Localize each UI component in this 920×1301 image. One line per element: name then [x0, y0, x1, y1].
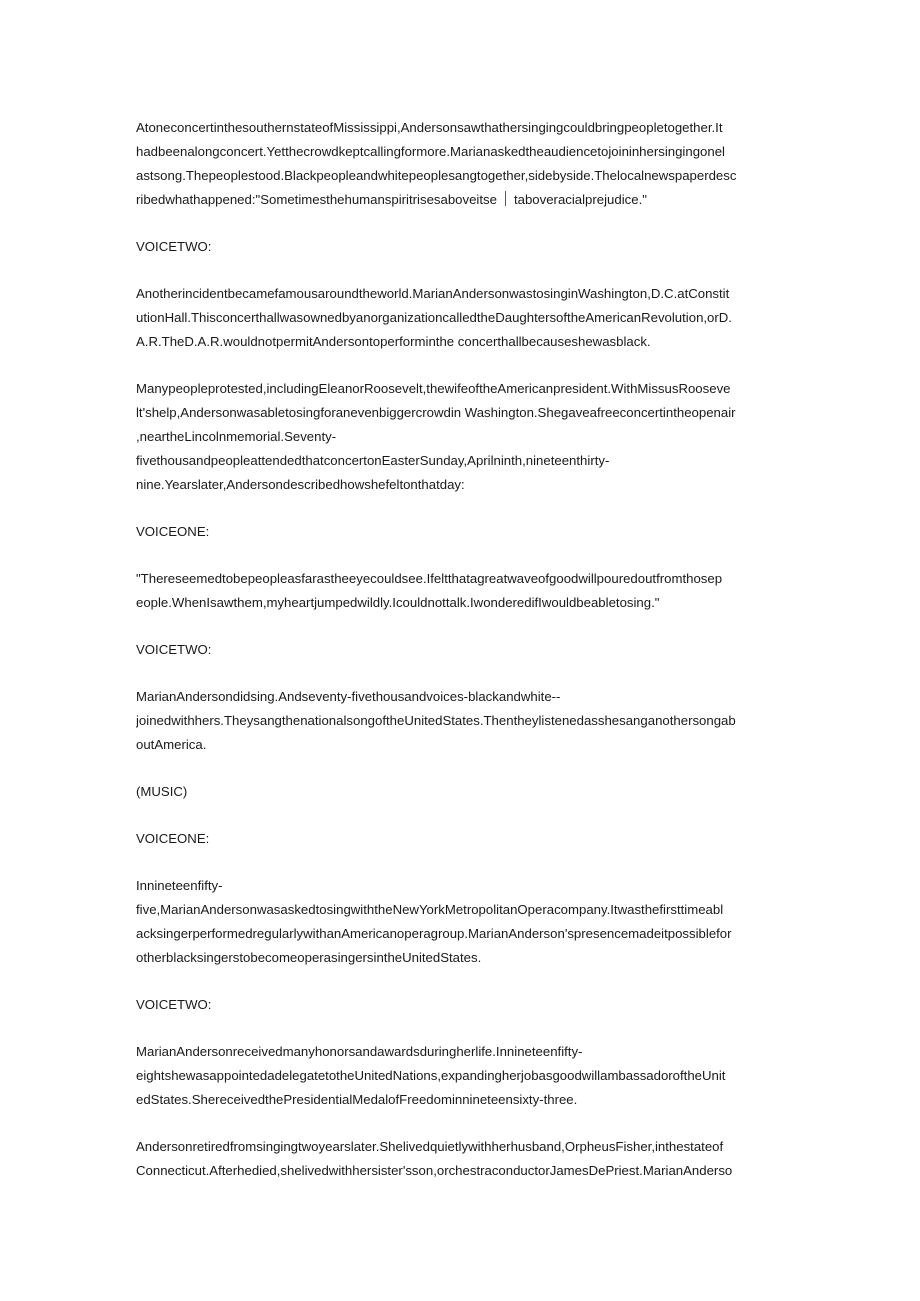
text-segment: ribedwhathappened:"Sometimesthehumanspiritrisesaboveitse	[136, 192, 497, 207]
paragraph-anderson-sang	[136, 685, 786, 757]
speaker-label-text: VOICEONE:	[136, 524, 210, 539]
text-line: MarianAndersonreceivedmanyhonorsandawardsduringherlife.Innineteenfifty-	[136, 1044, 583, 1059]
speaker-label-text: VOICETWO:	[136, 997, 212, 1012]
text-line: astsong.Thepeoplestood.Blackpeopleandwhitepeoplesangtogether,sidebyside.Thelocalnewspaperdesc	[136, 168, 737, 183]
text-line: AtoneconcertinthesouthernstateofMississippi,Andersonsawthathersingingcouldbringpeopletogether.It	[136, 120, 723, 135]
paragraph-metropolitan-opera	[136, 874, 786, 970]
speaker-label-text: VOICETWO:	[136, 642, 212, 657]
text-line: lt'shelp,Andersonwasabletosingforanevenbiggercrowdin Washington.Shegaveafreeconcertintheopenair	[136, 405, 736, 420]
speaker-label	[136, 993, 786, 1017]
speaker-label	[136, 827, 786, 851]
speaker-label	[136, 235, 786, 259]
paragraph-quote	[136, 567, 786, 615]
text-line: "Thereseemedtobepeopleasfarastheeyecouldsee.Ifeltthatagreatwaveofgoodwillpouredoutfromthosep	[136, 571, 723, 586]
paragraph-protests	[136, 377, 786, 497]
text-line: acksingerperformedregularlywithanAmericanoperagroup.MarianAnderson'spresencemadeitpossiblefor	[136, 926, 732, 941]
text-line: ,neartheLincolnmemorial.Seventy-	[136, 429, 337, 444]
text-line: outAmerica.	[136, 737, 207, 752]
text-line: eople.WhenIsawthem,myheartjumpedwildly.Icouldnottalk.IwonderedifIwouldbeabletosing."	[136, 595, 660, 610]
text-segment: taboveracialprejudice."	[513, 192, 647, 207]
text-line: Andersonretiredfromsingingtwoyearslater.Shelivedquietlywithherhusband,OrpheusFisher,inthestateof	[136, 1139, 724, 1154]
text-line: five,MarianAndersonwasaskedtosingwiththeNewYorkMetropolitanOperacompany.Itwasthefirsttimeabl	[136, 902, 724, 917]
text-line: Connecticut.Afterhedied,shelivedwithhersister'sson,orchestraconductorJamesDePriest.MarianAnderso	[136, 1163, 733, 1178]
text-line: edStates.ShereceivedthePresidentialMedalofFreedominnineteensixty-three.	[136, 1092, 578, 1107]
text-line: otherblacksingerstobecomeoperasingersintheUnitedStates.	[136, 950, 482, 965]
music-cue-text: (MUSIC)	[136, 784, 188, 799]
speaker-label-text: VOICEONE:	[136, 831, 210, 846]
speaker-label	[136, 638, 786, 662]
text-line: utionHall.ThisconcerthallwasownedbyanorganizationcalledtheDaughtersoftheAmericanRevolution,orD.	[136, 310, 732, 325]
text-line-with-cursor	[136, 188, 786, 212]
paragraph-constitution-hall	[136, 282, 786, 354]
text-line: fivethousandpeopleattendedthatconcertonEasterSunday,Aprilninth,nineteenthirty-	[136, 453, 610, 468]
speaker-label	[136, 520, 786, 544]
text-line: eightshewasappointedadelegatetotheUnitedNations,expandingherjobasgoodwillambassadoroftheUnit	[136, 1068, 726, 1083]
text-line: Manypeopleprotested,includingEleanorRoosevelt,thewifeoftheAmericanpresident.WithMissusRooseve	[136, 381, 731, 396]
paragraph-retirement	[136, 1135, 786, 1183]
paragraph-mississippi-concert	[136, 116, 786, 212]
text-line: MarianAndersondidsing.Andseventy-fivethousandvoices-blackandwhite--	[136, 689, 561, 704]
document-body	[136, 116, 786, 1206]
paragraph-honors	[136, 1040, 786, 1112]
speaker-label-text: VOICETWO:	[136, 239, 212, 254]
text-line: Anotherincidentbecamefamousaroundtheworld.MarianAndersonwastosinginWashington,D.C.atConstit	[136, 286, 730, 301]
text-line: Innineteenfifty-	[136, 878, 223, 893]
text-line: joinedwithhers.TheysangthenationalsongoftheUnitedStates.Thentheylistenedasshesanganothersongab	[136, 713, 736, 728]
text-cursor	[505, 191, 506, 206]
text-line: A.R.TheD.A.R.wouldnotpermitAndersontoperforminthe concerthallbecauseshewasblack.	[136, 334, 651, 349]
music-cue	[136, 780, 786, 804]
text-line: nine.Yearslater,Andersondescribedhowshefeltonthatday:	[136, 477, 465, 492]
text-line: hadbeenalongconcert.Yetthecrowdkeptcallingformore.Marianaskedtheaudiencetojoininhersingingonel	[136, 144, 725, 159]
